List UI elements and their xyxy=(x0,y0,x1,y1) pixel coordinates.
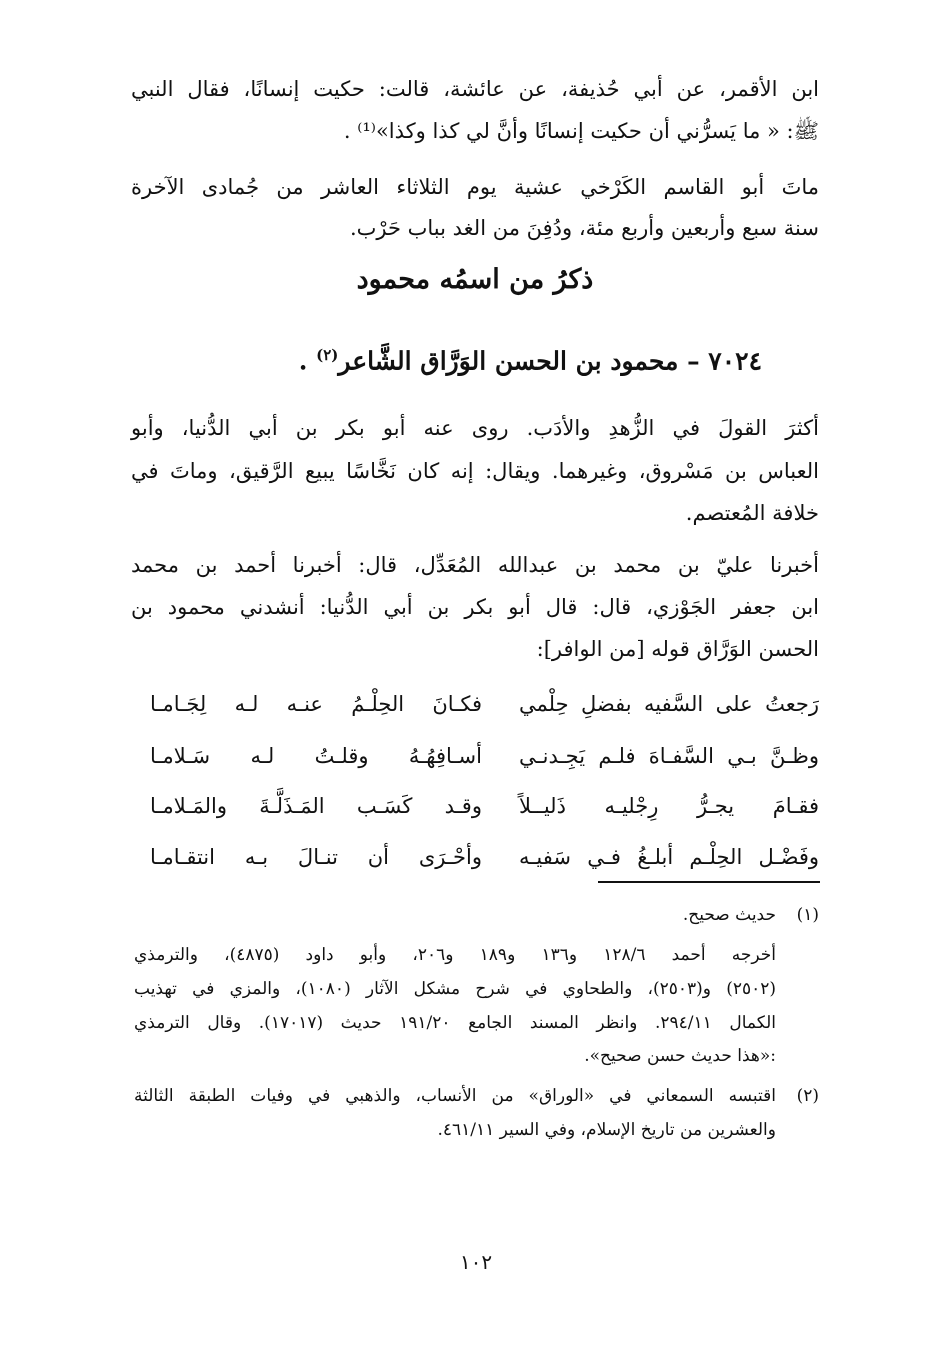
footnote-line: الكمال ٢٩٤/١١. وانظر المسند الجامع ١٩١/٢٠ حديث (١٧٠١٧). وقال الترمذي xyxy=(134,1013,777,1033)
verse-second-hemistich: أسـافِهُـهُ وقلـتُ لـه سَـلامـا xyxy=(150,744,482,768)
footnote-line: حديث صحيح. xyxy=(682,905,776,925)
footnote-number: (١) xyxy=(796,905,819,925)
verse-second-hemistich: فكـانَ الحِلْـمُ عنـه لـه لِجَـامـا xyxy=(150,692,482,716)
footnote-line: أخرجه أحمد ١٢٨/٦ و١٣٦ و١٨٩ و٢٠٦، وأبو داود (٤٨٧٥)، والترمذي xyxy=(134,945,777,965)
bio-line: أكثرَ القولَ في الزُّهدِ والأدَب. روى عنه أبو بكر بن أبي الدُّنيا، وأبو xyxy=(131,416,819,440)
entry-title-footnote-ref: (٢) xyxy=(316,346,339,364)
isnad-line: أخبرنا عليّ بن محمد بن عبدالله المُعَدِّل، قال: أخبرنا أحمد بن محمد xyxy=(131,553,819,577)
footnote-line: (٢٥٠٢) و(٢٥٠٣)، والطحاوي في شرح مشكل الآثار (١٠٨٠)، والمزي في تهذيب xyxy=(134,979,777,999)
entry-title-text: ٧٠٢٤ – محمود بن الحسن الوَرَّاق الشَّاعر xyxy=(338,346,762,376)
footnote-line: :«هذا حديث حسن صحيح». xyxy=(584,1046,776,1066)
verse-second-hemistich: وقـد كَسَـب المَـذَلَّـةَ والمَـلامـا xyxy=(150,794,482,818)
isnad-line: ابن جعفر الجَوْزي، قال: قال أبو بكر بن أبي الدُّنيا: أنشدني محمود بن xyxy=(131,595,819,619)
bio-line: خلافة المُعتصم. xyxy=(685,501,819,525)
section-heading: ذكرُ من اسمُه محمود xyxy=(356,264,594,295)
body-line: ﷺ: « ما يَسرُّني أن حكيت إنسانًا وأنَّ لي كذا وكذا»⁽¹⁾ . xyxy=(343,119,819,143)
bio-line: العباس بن مَسْروق، وغيرهما. ويقال: إنه كان نَخَّاسًا يبيع الرَّقيق، وماتَ في xyxy=(131,459,819,483)
body-line: سنة سبع وأربعين وأربع مئة، ودُفِنَ من الغد بباب حَرْب. xyxy=(349,216,819,240)
verse-first-hemistich: وظـنَّ بـي السَّفـاهَ فلـم يَجِـدنـي xyxy=(519,744,819,768)
footnote-separator xyxy=(598,881,820,883)
isnad-line: الحسن الوَرَّاق قوله [من الوافر]: xyxy=(536,637,819,661)
footnote-number: (٢) xyxy=(796,1086,819,1106)
verse-second-hemistich: وأحْـرَى أن تنـالَ بـه انتقـامـا xyxy=(150,845,482,869)
body-line: ابن الأقمر، عن أبي حُذيفة، عن عائشة، قالت: حكيت إنسانًا، فقال النبي xyxy=(131,77,819,101)
page-number: ١٠٢ xyxy=(459,1250,493,1274)
footnote-line: اقتبسه السمعاني في «الوراق» من الأنساب، والذهبي في وفيات الطبقة الثالثة xyxy=(134,1086,776,1106)
verse-first-hemistich: وفَضْـل الحِلْـم أبلـغُ فـي سَفيـه xyxy=(519,845,819,869)
verse-first-hemistich: رَجعتُ على السَّفيه بفضلِ حِلْمي xyxy=(519,692,819,716)
entry-title xyxy=(299,338,762,378)
entry-title-end: . xyxy=(298,346,317,376)
footnote-line: والعشرين من تاريخ الإسلام، وفي السير ٤٦١/١١. xyxy=(437,1120,776,1140)
verse-first-hemistich: فقـامَ يجـرُّ رِجْليـه ذَليــلاً xyxy=(519,794,819,818)
body-line: ماتَ أبو القاسم الكَرْخي عشية يوم الثلاثاء العاشر من جُمادى الآخرة xyxy=(131,175,819,199)
